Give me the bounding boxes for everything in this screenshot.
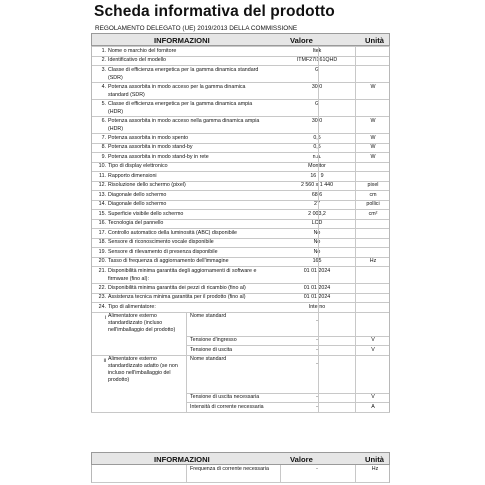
supply-sub-unit: V [371, 394, 375, 400]
row-label: Assistenza tecnica minima garantita per il prodotto (fino al) [108, 294, 246, 300]
bottom-table-header [91, 452, 390, 465]
bottom-header-info: INFORMAZIONI [154, 455, 210, 464]
row-number: 6. [101, 117, 106, 124]
row-value: 01 01 2024 [303, 294, 331, 300]
row-value: 30,0 [311, 117, 323, 124]
row-label: Diagonale dello schermo [108, 191, 167, 198]
bottom-row-label: Frequenza di corrente necessaria [190, 466, 269, 472]
row-label: Potenza assorbita in modo stand-by in rete [108, 153, 209, 160]
supply-sub-value: - [316, 346, 318, 353]
row-value: 2 560 x 1 440 [300, 182, 334, 188]
row-label: Diagonale dello schermo [108, 201, 167, 207]
row-label: Risoluzione dello schermo (pixel) [108, 182, 186, 188]
row-divider [91, 412, 390, 413]
supply-sub-value: - [316, 337, 318, 343]
row-value: 2 003,2 [308, 210, 326, 217]
row-label: Tecnologia del pannello [108, 220, 164, 226]
header-unit: Unità [365, 36, 384, 45]
page-subtitle: REGOLAMENTO DELEGATO (UE) 2019/2013 DELLA COMMISSIONE [95, 25, 298, 32]
row-label: Sensore di riconoscimento vocale disponibile [108, 239, 214, 245]
supply-sub-label: Tensione di uscita [190, 346, 233, 353]
row-value: 01 01 2024 [303, 267, 331, 274]
supply-number: ii [103, 357, 106, 364]
row-number: 11. [99, 172, 106, 179]
bottom-header-value: Valore [290, 455, 313, 464]
row-unit: W [370, 83, 376, 90]
supply-sub-label: Tensione d'ingresso [190, 337, 237, 343]
row-number: 10. [98, 163, 106, 169]
row-label-cont: standard (SDR) [108, 91, 145, 98]
row-value: No [313, 229, 321, 236]
row-number: 24. [98, 303, 106, 310]
row-value: Itek [312, 47, 322, 54]
row-number: 1. [101, 47, 106, 54]
row-number: 18. [98, 239, 106, 245]
supply-sub-label: Nome standard [190, 356, 227, 362]
row-number: 12. [98, 182, 106, 188]
row-number: 9. [101, 153, 106, 160]
row-number: 17. [98, 229, 106, 236]
row-unit: pollici [366, 201, 380, 207]
row-label: Potenza assorbita in modo stand-by [108, 144, 193, 150]
supply-sub-unit: V [371, 346, 375, 353]
row-value: 30,0 [311, 83, 323, 90]
supply-sub-value: - [316, 394, 318, 400]
supply-sub-unit: V [371, 337, 375, 343]
row-value: 01 01 2024 [303, 284, 331, 291]
row-label-cont: (HDR) [108, 125, 124, 132]
row-label: Potenza assorbita in modo spento [108, 134, 189, 141]
page-title: Scheda informativa del prodotto [94, 3, 335, 20]
row-label: Controllo automatico della luminosità (ABC) disponibile [108, 229, 237, 236]
row-value: 165 [312, 258, 322, 264]
supply-label: Alimentatore esterno standardizzato adatto (se non incluso nell'imballaggio del prodotto) [108, 356, 178, 383]
supply-sub-label: Tensione di uscita necessaria [190, 394, 260, 400]
row-value: G [314, 100, 320, 107]
row-number: 4. [101, 83, 106, 90]
row-label-cont: firmware (fino al): [108, 275, 149, 282]
row-number: 14. [98, 201, 106, 207]
header-info: INFORMAZIONI [154, 36, 210, 45]
row-number: 23. [98, 294, 106, 300]
row-number: 22. [98, 284, 106, 291]
row-number: 13. [98, 191, 106, 198]
row-value: 68,6 [311, 191, 323, 198]
bottom-row-value: - [316, 466, 318, 472]
row-value: 0,5 [313, 134, 321, 141]
row-number: 20. [98, 258, 106, 264]
row-unit: pixel [367, 182, 379, 188]
row-number: 3. [101, 66, 106, 73]
supply-number: i [104, 314, 106, 321]
row-unit: cm² [368, 210, 378, 217]
row-label: Tipo di alimentatore: [108, 303, 156, 310]
row-value: No [313, 248, 321, 255]
row-unit: W [370, 134, 376, 141]
row-value: 16 : 9 [310, 172, 324, 179]
row-unit: W [370, 144, 376, 150]
row-number: 8. [101, 144, 106, 150]
row-label: Superficie visibile dello schermo [108, 210, 184, 217]
table-frame [91, 46, 390, 412]
row-label: Potenza assorbita in modo acceso nella gamma dinamica ampia [108, 117, 260, 124]
row-label: Rapporto dimensioni [108, 172, 157, 179]
row-label: Classe di efficienza energetica per la gamma dinamica standard [108, 66, 259, 73]
row-value: ITMF27I161QHD [296, 57, 338, 63]
row-number: 5. [101, 100, 106, 107]
supply-sub-unit: A [371, 403, 375, 410]
row-label: Nome o marchio del fornitore [108, 47, 177, 54]
row-label: Tasso di frequenza di aggiornamento dell'immagine [108, 258, 229, 264]
row-label: Classe di efficienza energetica per la gamma dinamica ampia [108, 100, 253, 107]
row-label: Sensore di rilevamento di presenza disponibile [108, 248, 218, 255]
row-number: 19. [98, 248, 106, 255]
row-number: 15. [98, 210, 106, 217]
row-number: 2. [101, 57, 106, 63]
row-label: Identificativo del modello [108, 57, 167, 63]
row-label: Disponibilità minima garantita dei pezzi di ricambio (fino al) [108, 284, 246, 291]
row-value: Monitor [308, 163, 326, 169]
row-value: 0,5 [313, 144, 321, 150]
row-label-cont: (SDR) [108, 74, 123, 81]
bottom-row-unit: Hz [371, 466, 379, 472]
supply-sub-label: Nome standard [190, 313, 227, 319]
row-label-cont: (HDR) [108, 108, 124, 115]
row-number: 16. [98, 220, 106, 226]
supply-sub-value: - [316, 403, 318, 410]
row-value: LCD [311, 220, 323, 226]
row-label: Tipo di display elettronico [108, 163, 168, 169]
row-label: Potenza assorbita in modo acceso per la gamma dinamica [108, 83, 246, 90]
supply-label: Alimentatore esterno standardizzato (incluso nell'imballaggio del prodotto) [108, 313, 176, 333]
row-label: Disponibilità minima garantita degli aggiornamenti di software e [108, 267, 257, 274]
header-value: Valore [290, 36, 313, 45]
supply-sub-value: - [316, 318, 318, 324]
row-unit: W [370, 153, 376, 160]
bottom-header-unit: Unità [365, 455, 384, 464]
row-unit: W [370, 117, 376, 124]
row-unit: Hz [369, 258, 377, 264]
table-header [91, 33, 390, 46]
row-number: 21. [98, 267, 106, 274]
row-unit: cm [369, 191, 377, 198]
row-value: G [314, 66, 320, 73]
row-number: 7. [101, 134, 106, 141]
row-value: n.a. [312, 153, 322, 160]
supply-sub-label: Intensità di corrente necessaria [190, 403, 264, 410]
row-value: No [313, 239, 321, 245]
row-value: 27 [314, 201, 320, 207]
supply-sub-value: - [316, 361, 318, 367]
row-value: Interno [308, 303, 326, 310]
